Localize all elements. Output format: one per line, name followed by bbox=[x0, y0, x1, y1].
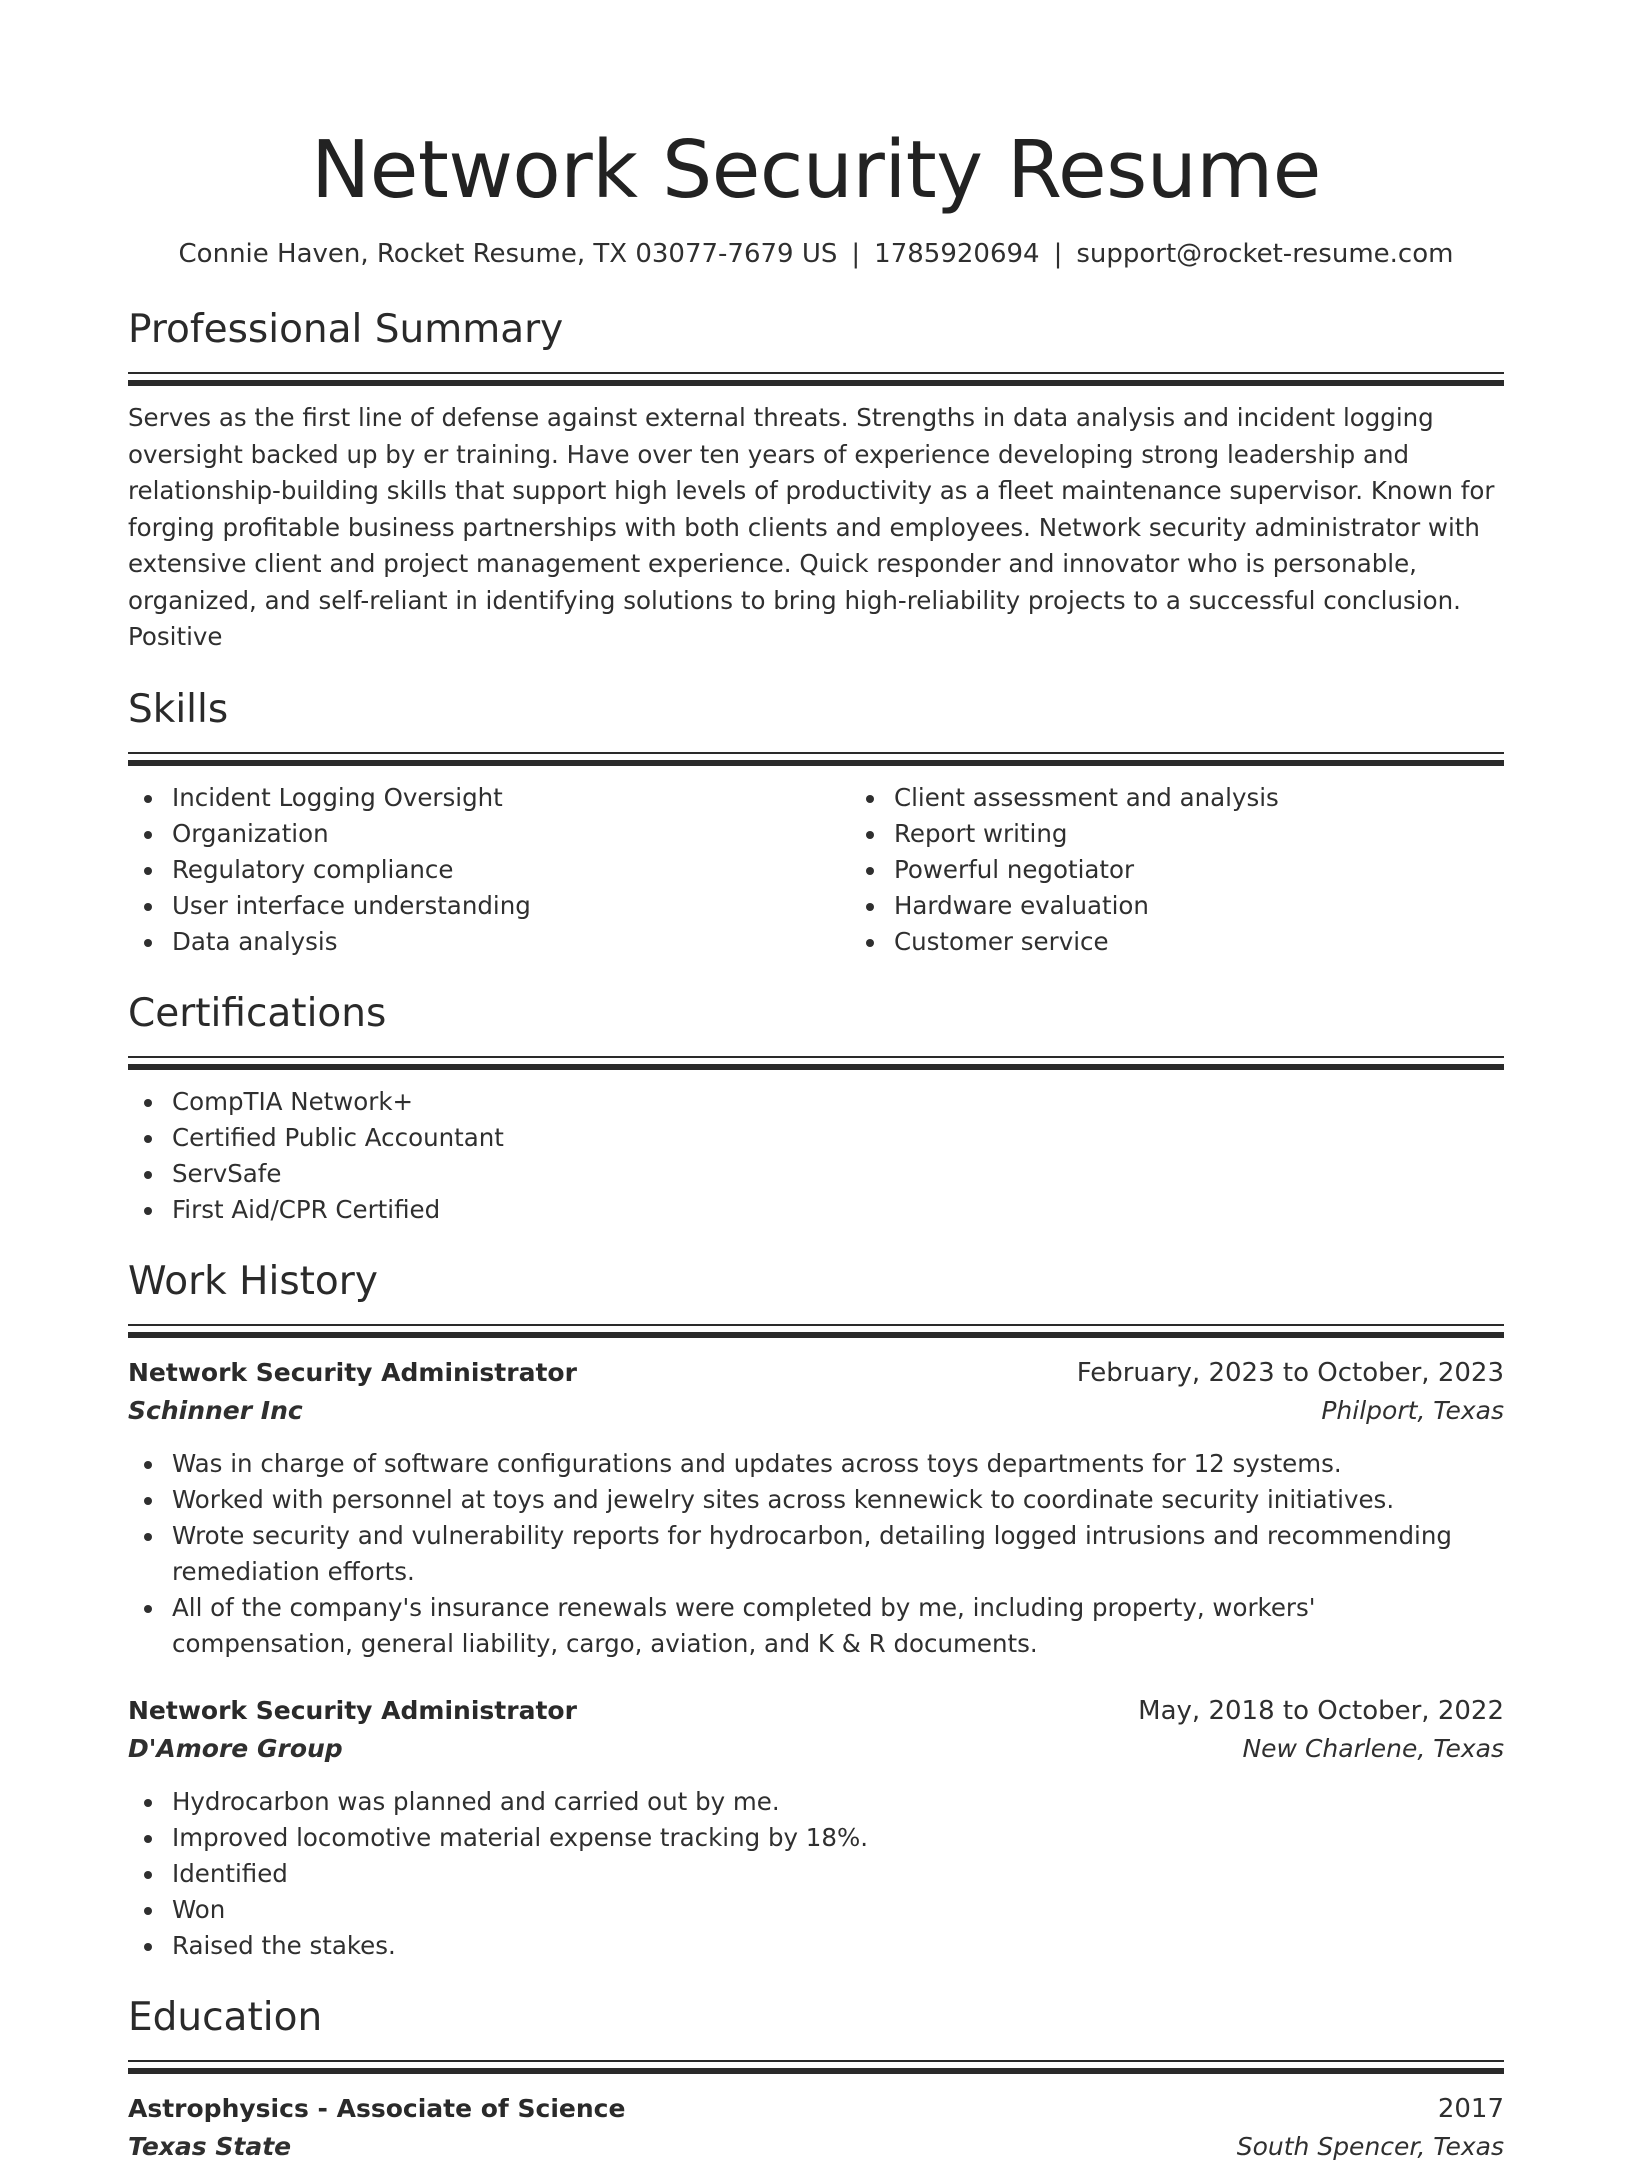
job-bullet: Raised the stakes. bbox=[172, 1928, 1504, 1964]
contact-separator: | bbox=[851, 239, 861, 269]
job-bullet: Improved locomotive material expense tracking by 18%. bbox=[172, 1820, 1504, 1856]
education-year: 2017 bbox=[1437, 2093, 1504, 2124]
section-heading-summary: Professional Summary bbox=[128, 307, 564, 352]
job-location: Philport, Texas bbox=[1321, 1395, 1504, 1425]
work-history-section bbox=[128, 1256, 1504, 1964]
skill-item: Customer service bbox=[894, 924, 1504, 960]
job-bullet: Was in charge of software configurations and updates across toys departments for 12 systems. bbox=[172, 1446, 1504, 1482]
job-location: New Charlene, Texas bbox=[1242, 1733, 1504, 1763]
contact-email: support@rocket-resume.com bbox=[1076, 239, 1454, 269]
skill-item: Powerful negotiator bbox=[894, 852, 1504, 888]
job-title: Network Security Administrator bbox=[128, 1695, 577, 1725]
skill-item: Incident Logging Oversight bbox=[172, 780, 850, 816]
education-header bbox=[128, 2090, 1504, 2128]
skill-item: Regulatory compliance bbox=[172, 852, 850, 888]
skill-item: Hardware evaluation bbox=[894, 888, 1504, 924]
job-dates: February, 2023 to October, 2023 bbox=[1076, 1357, 1504, 1388]
skills-list-left bbox=[128, 780, 850, 960]
section-heading-education: Education bbox=[128, 1994, 323, 2040]
contact-address: Connie Haven, Rocket Resume, TX 03077-7679 US bbox=[178, 239, 838, 269]
job-title: Network Security Administrator bbox=[128, 1357, 577, 1387]
job-bullets bbox=[128, 1784, 1504, 1964]
job-company: D'Amore Group bbox=[128, 1733, 343, 1763]
job-subheader bbox=[128, 1730, 1504, 1768]
education-degree: Astrophysics - Associate of Science bbox=[128, 2093, 626, 2123]
section-divider bbox=[128, 752, 1504, 766]
skills-grid bbox=[128, 780, 1504, 960]
section-heading-certifications: Certifications bbox=[128, 990, 387, 1036]
job-bullet: Worked with personnel at toys and jewelry sites across kennewick to coordinate security initiatives. bbox=[172, 1482, 1504, 1518]
job-bullet: Identified bbox=[172, 1856, 1504, 1892]
contact-line bbox=[128, 236, 1504, 272]
skills-section bbox=[128, 684, 1504, 960]
job-bullet: Hydrocarbon was planned and carried out by me. bbox=[172, 1784, 1504, 1820]
contact-phone: 1785920694 bbox=[874, 239, 1040, 269]
section-divider bbox=[128, 372, 1504, 386]
certification-item: Certified Public Accountant bbox=[172, 1120, 1504, 1156]
education-school: Texas State bbox=[128, 2131, 292, 2161]
job-entry bbox=[128, 1354, 1504, 1662]
skills-list-right bbox=[850, 780, 1504, 960]
skill-item: Data analysis bbox=[172, 924, 850, 960]
job-entry bbox=[128, 1692, 1504, 1964]
section-heading-work-history: Work History bbox=[128, 1258, 378, 1304]
certifications-list bbox=[128, 1084, 1504, 1228]
education-section bbox=[128, 1992, 1504, 2166]
education-location: South Spencer, Texas bbox=[1236, 2131, 1504, 2161]
skill-item: Organization bbox=[172, 816, 850, 852]
job-bullet: All of the company's insurance renewals were completed by me, including property, workers' compensation, general liability, cargo, aviation, and K & R documents. bbox=[172, 1590, 1504, 1662]
certification-item: ServSafe bbox=[172, 1156, 1504, 1192]
certification-item: First Aid/CPR Certified bbox=[172, 1192, 1504, 1228]
contact-separator: | bbox=[1053, 239, 1063, 269]
job-header bbox=[128, 1354, 1504, 1392]
job-header bbox=[128, 1692, 1504, 1730]
page-title: Network Security Resume bbox=[311, 124, 1321, 216]
certification-item: CompTIA Network+ bbox=[172, 1084, 1504, 1120]
education-entry bbox=[128, 2090, 1504, 2166]
job-bullet: Won bbox=[172, 1892, 1504, 1928]
skill-item: User interface understanding bbox=[172, 888, 850, 924]
section-divider bbox=[128, 2060, 1504, 2074]
job-company: Schinner Inc bbox=[128, 1395, 303, 1425]
section-divider bbox=[128, 1056, 1504, 1070]
skill-item: Report writing bbox=[894, 816, 1504, 852]
job-bullets bbox=[128, 1446, 1504, 1662]
section-divider bbox=[128, 1324, 1504, 1338]
job-dates: May, 2018 to October, 2022 bbox=[1138, 1695, 1504, 1726]
job-subheader bbox=[128, 1392, 1504, 1430]
education-subheader bbox=[128, 2128, 1504, 2166]
section-heading-skills: Skills bbox=[128, 686, 229, 732]
summary-section bbox=[128, 304, 1504, 656]
skill-item: Client assessment and analysis bbox=[894, 780, 1504, 816]
summary-text: Serves as the first line of defense against external threats. Strengths in data analysis and incident logging oversight backed up by er training. Have over ten years of experience developing strong leadership and relationship-building skills that support high levels of productivity as a fleet maintenance supervisor. Known for forging profitable business partnerships with both clients and employees. Network security administrator with extensive client and project management experience. Quick responder and innovator who is personable, organized, and self-reliant in identifying solutions to bring high-reliability projects to a successful conclusion. Positive bbox=[128, 403, 1495, 651]
certifications-section bbox=[128, 988, 1504, 1228]
job-bullet: Wrote security and vulnerability reports for hydrocarbon, detailing logged intrusions and recommending remediation efforts. bbox=[172, 1518, 1504, 1590]
